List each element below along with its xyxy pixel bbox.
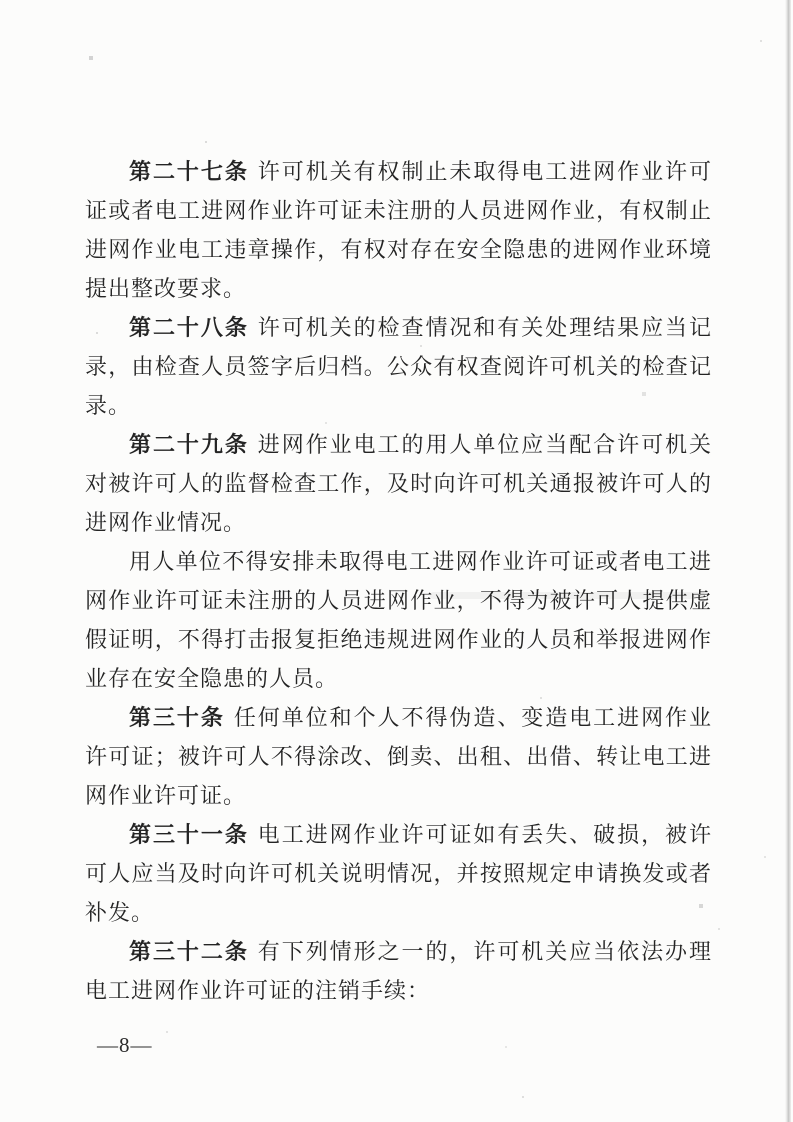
scan-noise-specks [0,0,2,2]
scan-smudge-artifact [430,592,705,599]
article-text: 任何单位和个人不得伪造、变造电工进网作业许可证；被许可人不得涂改、倒卖、出租、出借、转让电工进网作业许可证。 [85,705,712,808]
article-text: 电工进网作业许可证如有丢失、破损，被许可人应当及时向许可机关说明情况，并按照规定申请换发或者补发。 [85,822,712,925]
article-text: 许可机关的检查情况和有关处理结果应当记录，由检查人员签字后归档。公众有权查阅许可机关的检查记录。 [85,315,712,418]
paragraph-article-29-continuation [85,542,712,698]
paragraph-article-31 [85,815,712,932]
paragraph-article-30 [85,698,712,815]
article-text: 有下列情形之一的，许可机关应当依法办理电工进网作业许可证的注销手续： [85,939,712,1003]
article-number: 第二十八条 [129,315,249,340]
article-text: 用人单位不得安排未取得电工进网作业许可证或者电工进网作业许可证未注册的人员进网作业，不得为被许可人提供虚假证明，不得打击报复拒绝违规进网作业的人员和举报进网作业存在安全隐患的人员。 [85,549,712,691]
article-number: 第三十二条 [129,939,249,964]
article-number: 第二十七条 [129,159,249,184]
article-text: 进网作业电工的用人单位应当配合许可机关对被许可人的监督检查工作，及时向许可机关通报被许可人的进网作业情况。 [85,432,712,535]
paragraph-article-29 [85,425,712,542]
paragraph-article-28 [85,308,712,425]
article-text: 许可机关有权制止未取得电工进网作业许可证或者电工进网作业许可证未注册的人员进网作业，有权制止进网作业电工违章操作，有权对存在安全隐患的进网作业环境提出整改要求。 [85,159,712,301]
article-number: 第三十一条 [129,822,249,847]
paragraph-article-32 [85,932,712,1010]
scanner-edge-artifact [785,0,791,1122]
article-number: 第三十条 [129,705,225,730]
paragraph-article-27 [85,152,712,308]
document-body [85,152,712,1010]
article-number: 第二十九条 [129,432,249,457]
page-number: —8— [97,1033,153,1057]
